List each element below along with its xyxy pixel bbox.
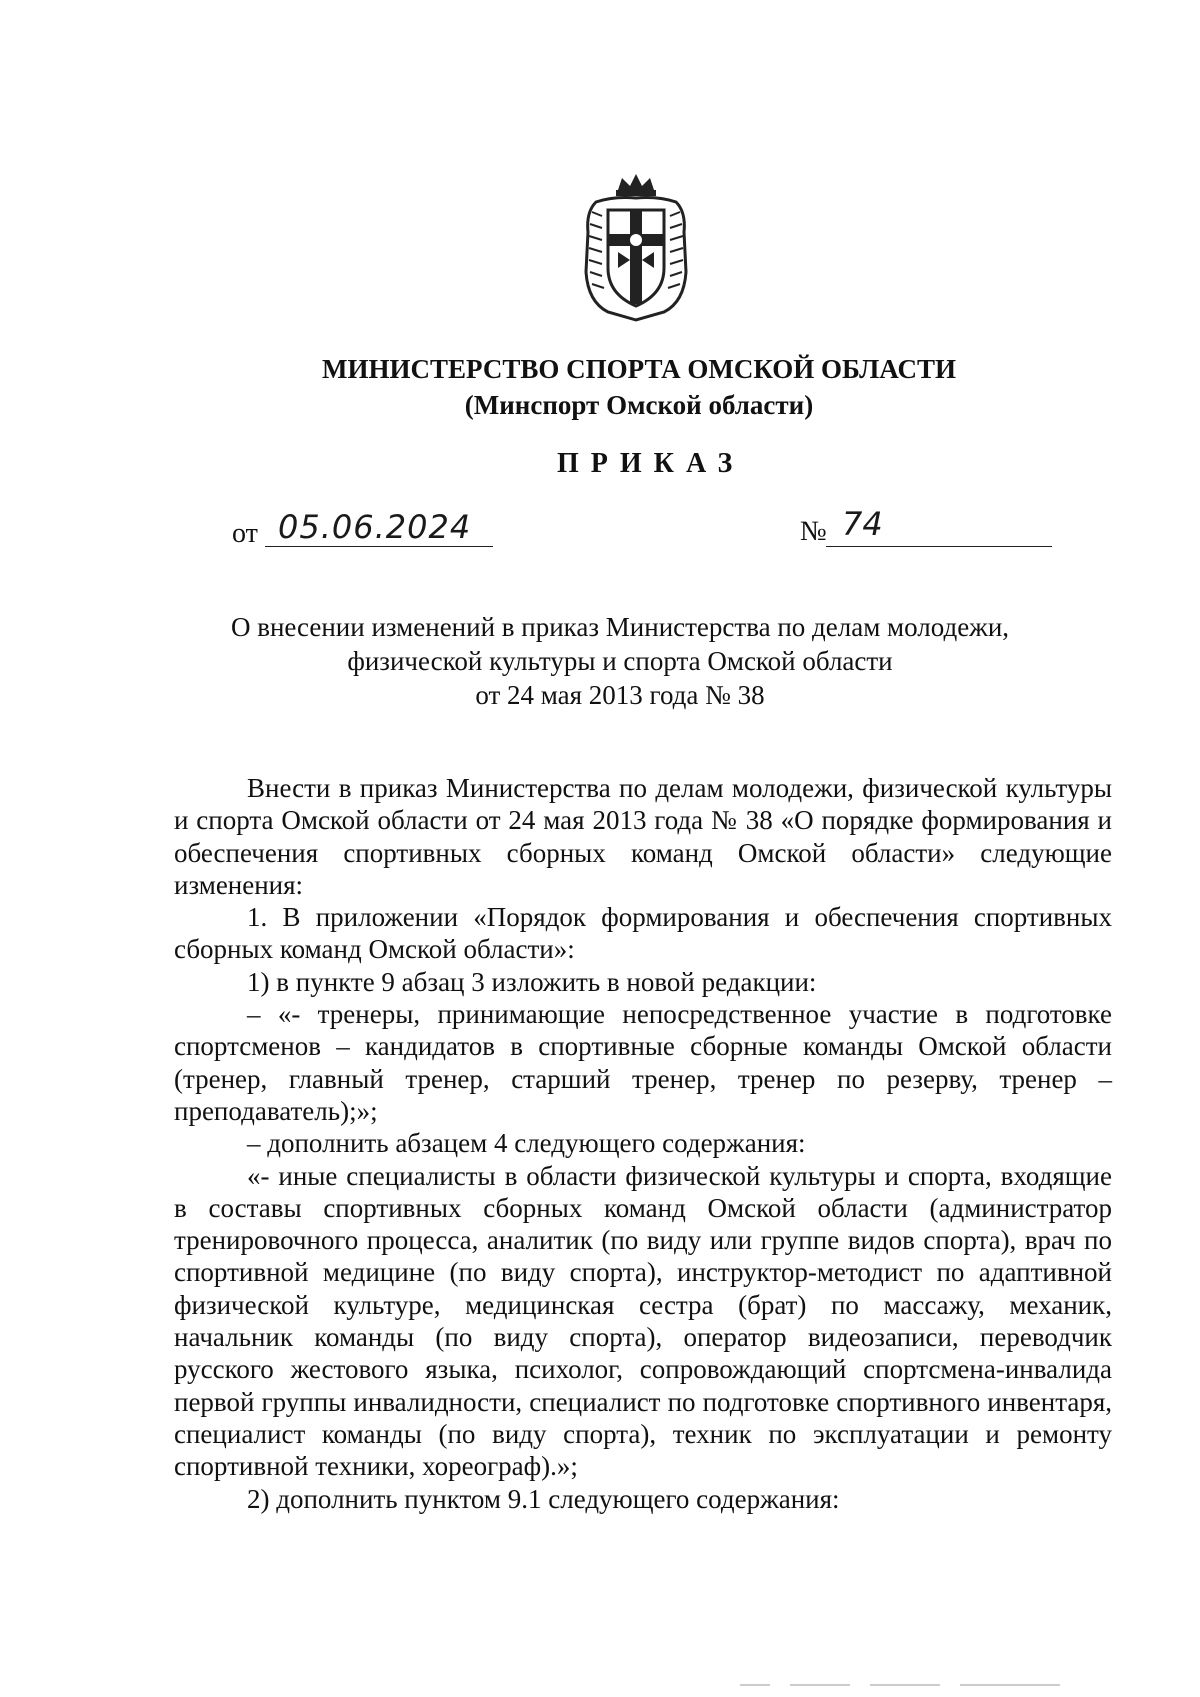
number-label: № [800,516,827,547]
date-underline [265,546,493,547]
subject-line: физической культуры и спорта Омской области [347,646,893,676]
subject-line: О внесении изменений в приказ Министерства по делам молодежи, [230,612,1010,642]
body-paragraph: 2) дополнить пунктом 9.1 следующего содержания: [247,1483,840,1514]
body-paragraph: Внести в приказ Министерства по делам молодежи, физической культуры и спорта Омской области от 24 мая 2013 года № 38 «О порядке формирования и обеспечения спортивных сборных команд Омской области» следующие изменения: [174,773,1112,900]
order-body [174,772,1112,1515]
scan-artifacts [740,1680,1070,1690]
body-paragraph: 1) в пункте 9 абзац 3 изложить в новой редакции: [247,966,817,997]
number-underline [826,546,1052,547]
body-paragraph: 1. В приложении «Порядок формирования и обеспечения спортивных сборных команд Омской области»: [174,902,1112,965]
body-paragraph: – «- тренеры, принимающие непосредственное участие в подготовке спортсменов – кандидатов в спортивные сборные команды Омской области (тренер, главный тренер, старший тренер, тренер по резерву, тренер – преподаватель);»; [174,999,1112,1126]
date-label: от [232,518,258,549]
ministry-short-name: (Минспорт Омской области) [464,390,814,420]
coat-of-arms-icon [578,172,694,322]
subject-line: от 24 мая 2013 года № 38 [475,680,765,710]
number-value: 74 [842,505,883,543]
body-paragraph: – дополнить абзацем 4 следующего содержания: [247,1128,806,1159]
body-paragraph: «- иные специалисты в области физической культуры и спорта, входящие в составы спортивных сборных команд Омской области (администратор тренировочного процесса, аналитик (по виду или группе видов спорта), врач по спортивной медицине (по виду спорта), инструктор-методист по адаптивной физической культуре, медицинская сестра (брат) по массажу, механик, начальник команды (по виду спорта), оператор видеозаписи, переводчик русского жестового языка, психолог, сопровождающий спортсмена-инвалида первой группы инвалидности, специалист по подготовке спортивного инвентаря, специалист команды (по виду спорта), техник по эксплуатации и ремонту спортивной техники, хореограф).»; [174,1160,1112,1482]
document-type-title: ПРИКАЗ [557,448,745,479]
ministry-name: МИНИСТЕРСТВО СПОРТА ОМСКОЙ ОБЛАСТИ [322,354,956,384]
order-subject [200,610,1040,712]
date-value: 05.06.2024 [278,508,472,546]
